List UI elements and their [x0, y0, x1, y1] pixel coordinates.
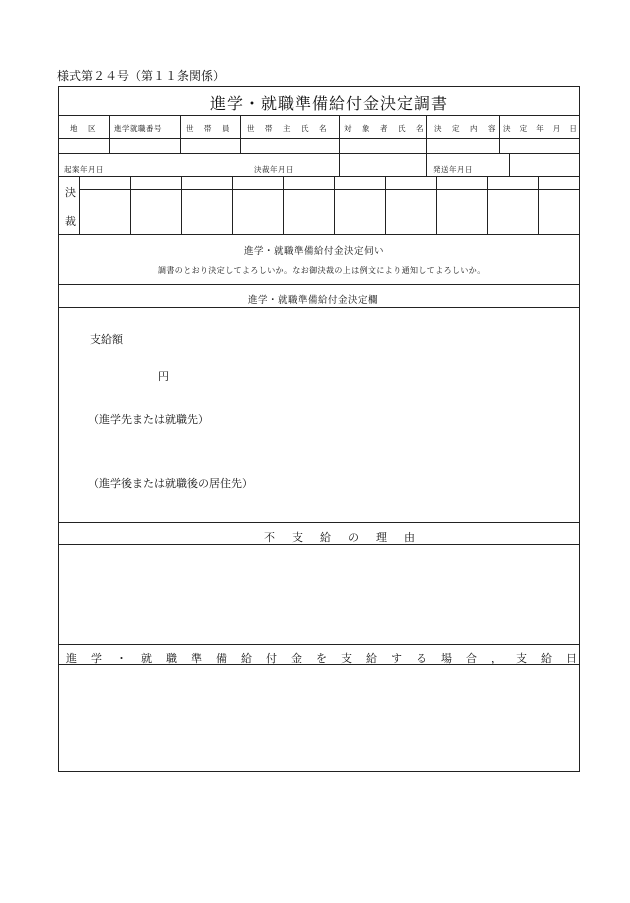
divider [339, 153, 340, 176]
divider [181, 176, 182, 234]
destination-label: （進学先または就職先） [88, 413, 209, 426]
residence-label: （進学後または就職後の居住先） [88, 477, 253, 490]
amount-label: 支給額 [90, 333, 123, 346]
payment-day-char: 場 [441, 652, 452, 665]
draft-date-label: 起案年月日 [64, 165, 104, 174]
form-title: 進学・就職準備給付金決定調書 [210, 94, 449, 113]
divider [58, 644, 580, 645]
header-decision-date: 決 定 年 月 日 [503, 124, 578, 133]
header-decision-content: 決 定 内 容 [434, 124, 497, 133]
payment-day-char: 合 [466, 652, 477, 665]
approval-date-label: 決裁年月日 [254, 165, 294, 174]
divider [58, 153, 580, 154]
inquiry-title: 進学・就職準備給付金決定伺い [244, 246, 385, 257]
divider [130, 176, 131, 234]
divider [58, 522, 580, 523]
payment-day-char: 給 [241, 652, 252, 665]
divider [232, 176, 233, 234]
payment-day-char: す [391, 652, 402, 665]
payment-day-char: 日 [566, 652, 577, 665]
divider [339, 115, 340, 153]
header-subject-name: 対 象 者 氏 名 [344, 124, 425, 133]
approval-label-1: 決 [65, 186, 76, 199]
divider [58, 307, 580, 308]
payment-day-char: 進 [66, 652, 77, 665]
header-household-member: 世 帯 員 [186, 124, 231, 133]
payment-day-char: 学 [91, 652, 102, 665]
payment-day-char: 就 [141, 652, 152, 665]
payment-day-char: 付 [266, 652, 277, 665]
divider [385, 176, 386, 234]
payment-day-char: を [316, 652, 327, 665]
approval-label-2: 裁 [65, 215, 76, 228]
divider [436, 176, 437, 234]
payment-day-char: 準 [191, 652, 202, 665]
divider [58, 138, 580, 139]
payment-day-char: 支 [516, 652, 527, 665]
decision-section-title: 進学・就職準備給付金決定欄 [248, 295, 379, 306]
divider [487, 176, 488, 234]
payment-day-char: 備 [216, 652, 227, 665]
divider [538, 176, 539, 234]
dispatch-date-label: 発送年月日 [433, 165, 473, 174]
divider [509, 153, 510, 176]
inquiry-text: 調書のとおり決定してよろしいか。なお御決裁の上は例文により通知してよろしいか。 [158, 266, 486, 275]
divider [180, 115, 181, 153]
divider [58, 115, 580, 116]
payment-day-char: 職 [166, 652, 177, 665]
divider [58, 176, 580, 177]
payment-day-char: 支 [341, 652, 352, 665]
payment-day-char: 金 [291, 652, 302, 665]
divider [58, 664, 580, 665]
divider [109, 115, 110, 153]
form-number: 様式第２４号（第１１条関係） [57, 69, 226, 83]
divider [79, 189, 580, 190]
payment-day-char: 給 [366, 652, 377, 665]
payment-day-char: 給 [541, 652, 552, 665]
divider [240, 115, 241, 153]
divider [426, 115, 427, 153]
divider [79, 176, 80, 234]
divider [58, 284, 580, 285]
payment-day-char: る [416, 652, 427, 665]
yen-label: 円 [158, 370, 169, 383]
header-district: 地 区 [70, 124, 97, 133]
divider [58, 544, 580, 545]
divider [334, 176, 335, 234]
divider [426, 153, 427, 176]
payment-day-char: ・ [116, 652, 127, 665]
payment-day-char: ， [491, 652, 502, 665]
header-head-name: 世 帯 主 氏 名 [247, 124, 328, 133]
header-number: 進学就職番号 [114, 124, 162, 133]
non-payment-reason-title: 不 支 給 の 理 由 [264, 531, 418, 544]
divider [499, 115, 500, 153]
divider [58, 234, 580, 235]
divider [283, 176, 284, 234]
